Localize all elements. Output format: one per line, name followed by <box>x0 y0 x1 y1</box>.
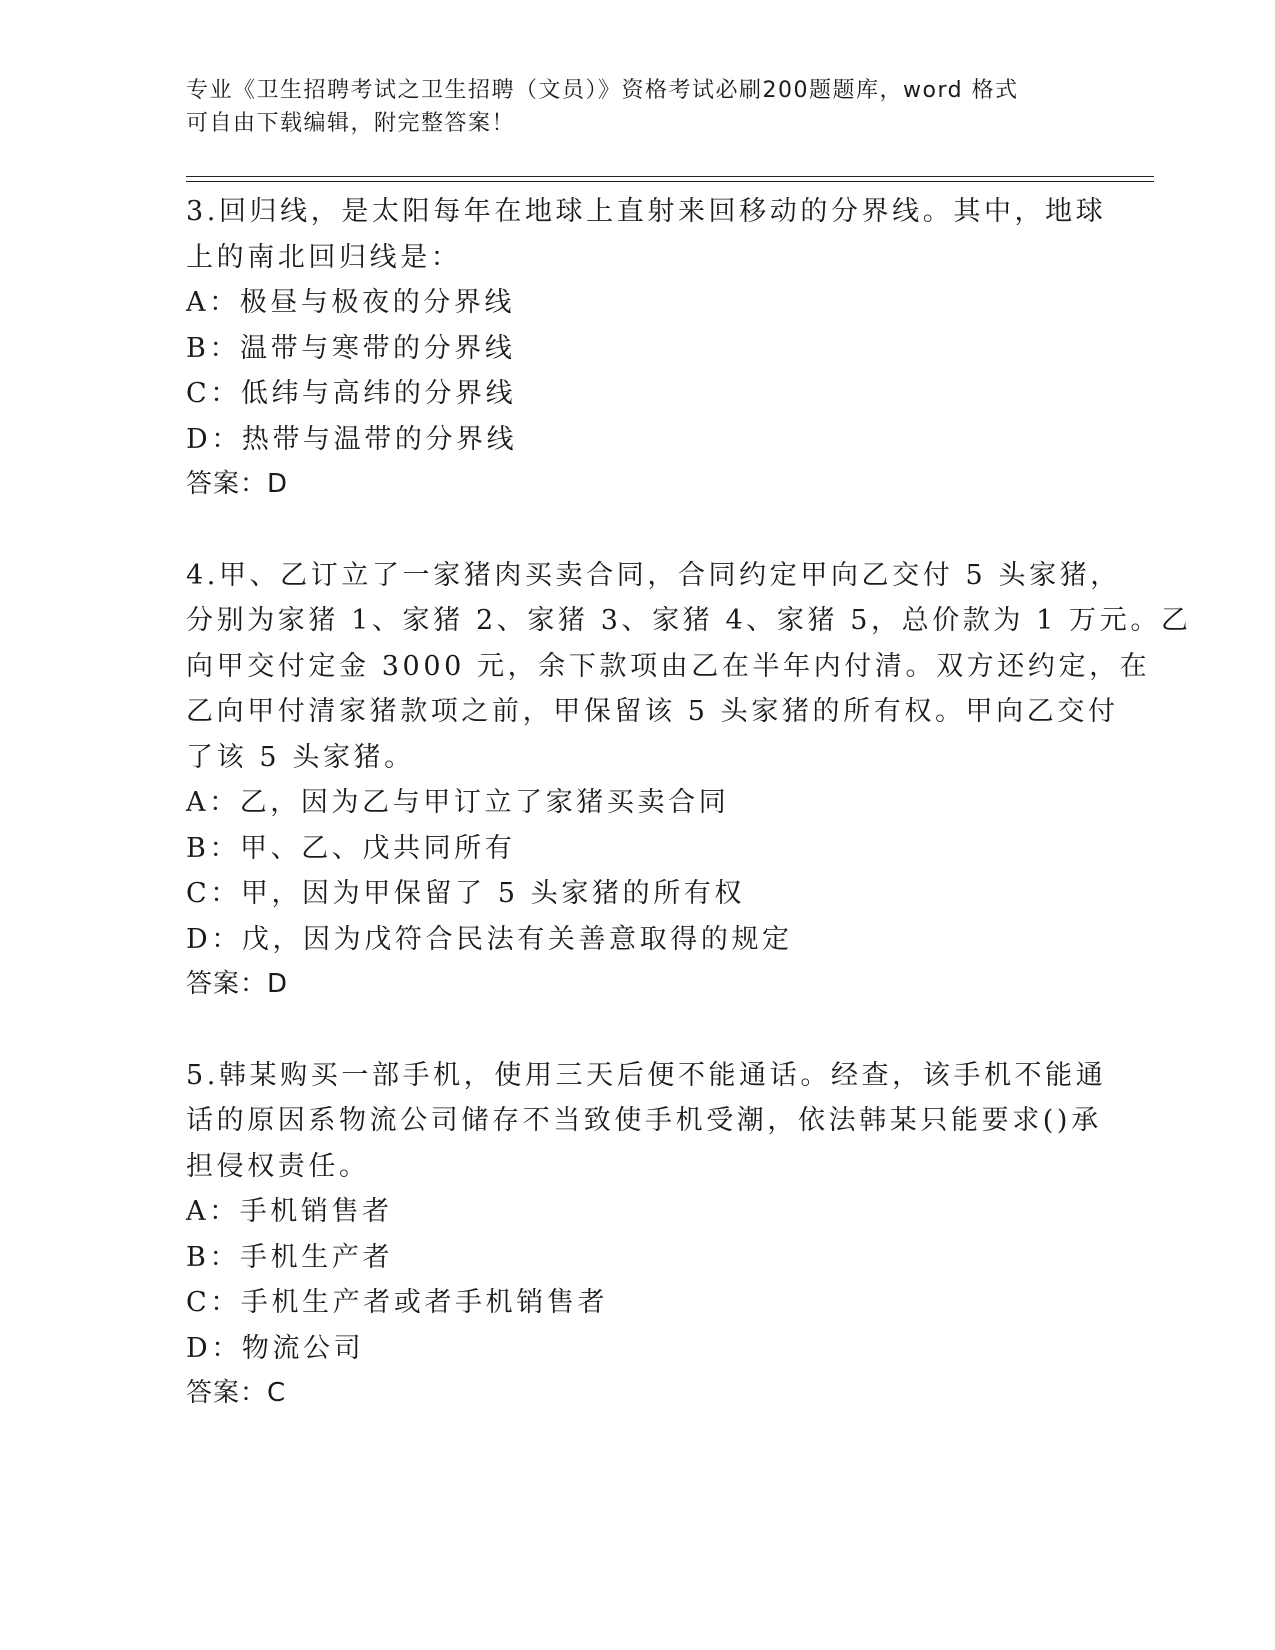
option-c: C：手机生产者或者手机销售者 <box>186 1287 609 1318</box>
option-c: C：甲，因为甲保留了 5 头家猪的所有权 <box>186 878 746 909</box>
option-c: C：低纬与高纬的分界线 <box>186 378 517 409</box>
question-stem-line: 4.甲、乙订立了一家猪肉买卖合同，合同约定甲向乙交付 5 头家猪， <box>186 559 1121 591</box>
option-d: D：戊，因为戊符合民法有关善意取得的规定 <box>186 923 793 955</box>
option-b: B：温带与寒带的分界线 <box>186 332 516 364</box>
question-stem-line: 担侵权责任。 <box>186 1150 370 1182</box>
header-divider-top <box>186 176 1154 177</box>
option-b: B：手机生产者 <box>186 1241 394 1273</box>
option-b: B：甲、乙、戊共同所有 <box>186 832 516 864</box>
answer-line: 答案：D <box>186 469 289 499</box>
question-spacer <box>186 508 1086 553</box>
question-list <box>186 189 1192 1417</box>
header-title-line-2: 可自由下载编辑，附完整答案！ <box>186 111 516 136</box>
document-header <box>186 74 1066 140</box>
header-divider-bottom <box>186 181 1154 182</box>
question-block <box>186 189 1107 508</box>
question-stem-line: 向甲交付定金 3000 元，余下款项由乙在半年内付清。双方还约定，在 <box>186 650 1151 682</box>
question-spacer <box>186 1008 1086 1053</box>
option-d: D：物流公司 <box>186 1332 365 1364</box>
option-a: A：乙，因为乙与甲订立了家猪买卖合同 <box>186 787 730 818</box>
question-block <box>186 1053 1107 1417</box>
question-stem-line: 话的原因系物流公司储存不当致使手机受潮，依法韩某只能要求()承 <box>186 1105 1102 1136</box>
question-stem-line: 5.韩某购买一部手机，使用三天后便不能通话。经查，该手机不能通 <box>186 1059 1107 1091</box>
question-stem-line: 3.回归线，是太阳每年在地球上直射来回移动的分界线。其中，地球 <box>186 196 1107 227</box>
header-title-line-1: 专业《卫生招聘考试之卫生招聘（文员）》资格考试必刷200题题库，word 格式 <box>186 78 1019 103</box>
option-d: D：热带与温带的分界线 <box>186 423 518 455</box>
question-stem-line: 上的南北回归线是： <box>186 241 462 273</box>
answer-line: 答案：D <box>186 969 289 999</box>
question-stem-line: 分别为家猪 1、家猪 2、家猪 3、家猪 4、家猪 5，总价款为 1 万元。乙 <box>186 605 1192 636</box>
option-a: A：手机销售者 <box>186 1196 393 1227</box>
answer-line: 答案：C <box>186 1378 287 1408</box>
question-stem-line: 了该 5 头家猪。 <box>186 741 415 773</box>
question-stem-line: 乙向甲付清家猪款项之前，甲保留该 5 头家猪的所有权。甲向乙交付 <box>186 696 1119 727</box>
option-a: A：极昼与极夜的分界线 <box>186 287 516 318</box>
question-block <box>186 553 1192 1008</box>
